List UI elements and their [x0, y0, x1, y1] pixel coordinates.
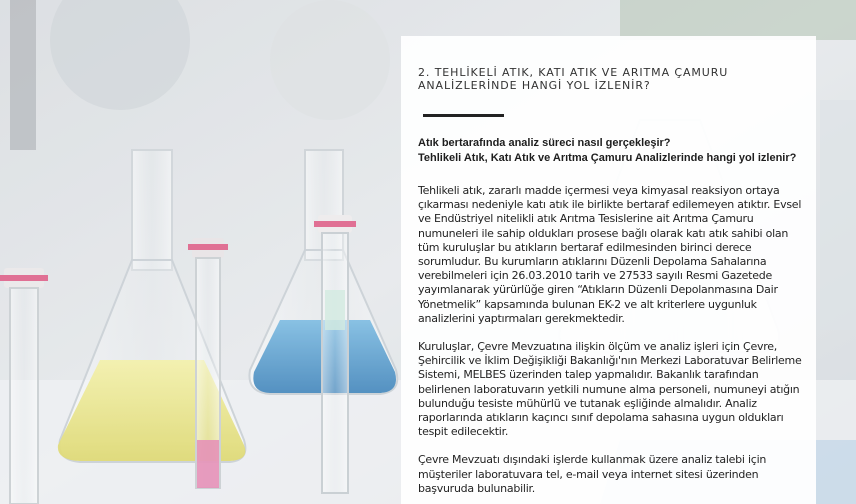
lead-questions [418, 136, 808, 166]
article-panel [401, 36, 816, 504]
lead-question-1: Atık bertarafında analiz süreci nasıl gerçekleşir? [418, 137, 671, 149]
section-heading-line-1: 2. TEHLİKELİ ATIK, KATI ATIK VE ARITMA ÇAMURU [418, 66, 729, 79]
heading-divider [423, 114, 504, 117]
section-heading-line-2: ANALİZLERİNDE HANGİ YOL İZLENİR? [418, 79, 651, 92]
paragraph-2: Kuruluşlar, Çevre Mevzuatına ilişkin ölçüm ve analiz işleri için Çevre, Şehircilik ve İklim Değişikliği Bakanlığı'nın Merkezi Laboratuvar Belirleme Sistemi, MELBES üzerinden talep yapmalıdır. Bakanlık tarafından belirlenen laboratuvarın yetkili numune alma personeli, numuneyi atığın bulunduğu tesiste mühürlü ve tutanak eşliğinde almalıdır. Analiz raporlarında atıkların kaçıncı sınıf depolama sahasına uygun oldukları tespit edilecektir. [418, 340, 802, 439]
paragraph-3: Çevre Mevzuatı dışındaki işlerde kullanmak üzere analiz talebi için müşteriler laboratuvara tel, e-mail veya internet sitesi üzerinden başvuruda bulunabilir. [418, 453, 767, 495]
section-heading [418, 66, 788, 92]
lead-question-2: Tehlikeli Atık, Katı Atık ve Arıtma Çamuru Analizlerinde hangi yol izlenir? [418, 152, 797, 164]
paragraph-1: Tehlikeli atık, zararlı madde içermesi veya kimyasal reaksiyon ortaya çıkarması nedeniyle katı atık ile birlikte bertaraf edilemeyen atıktır. Evsel ve Endüstriyel nitelikli atık Arıtma Tesislerine ait Arıtma Çamuru numuneleri ile sahip oldukları prosese bağlı olarak katı atık sahibi olan tüm kuruluşlar bu atıkların bertaraf edilmesinden birinci derece sorumludur. Bu kurumların atıklarını Düzenli Depolama Sahalarına verebilmeleri için 26.03.2010 tarih ve 27533 sayılı Resmi Gazetede yayımlanarak yürürlüğe giren “Atıkların Düzenli Depolanmasına Dair Yönetmelik” kapsamında bulunan EK-2 ve alt kriterlere uygunluk analizlerini yaptırmaları gerekmektedir. [418, 184, 802, 325]
